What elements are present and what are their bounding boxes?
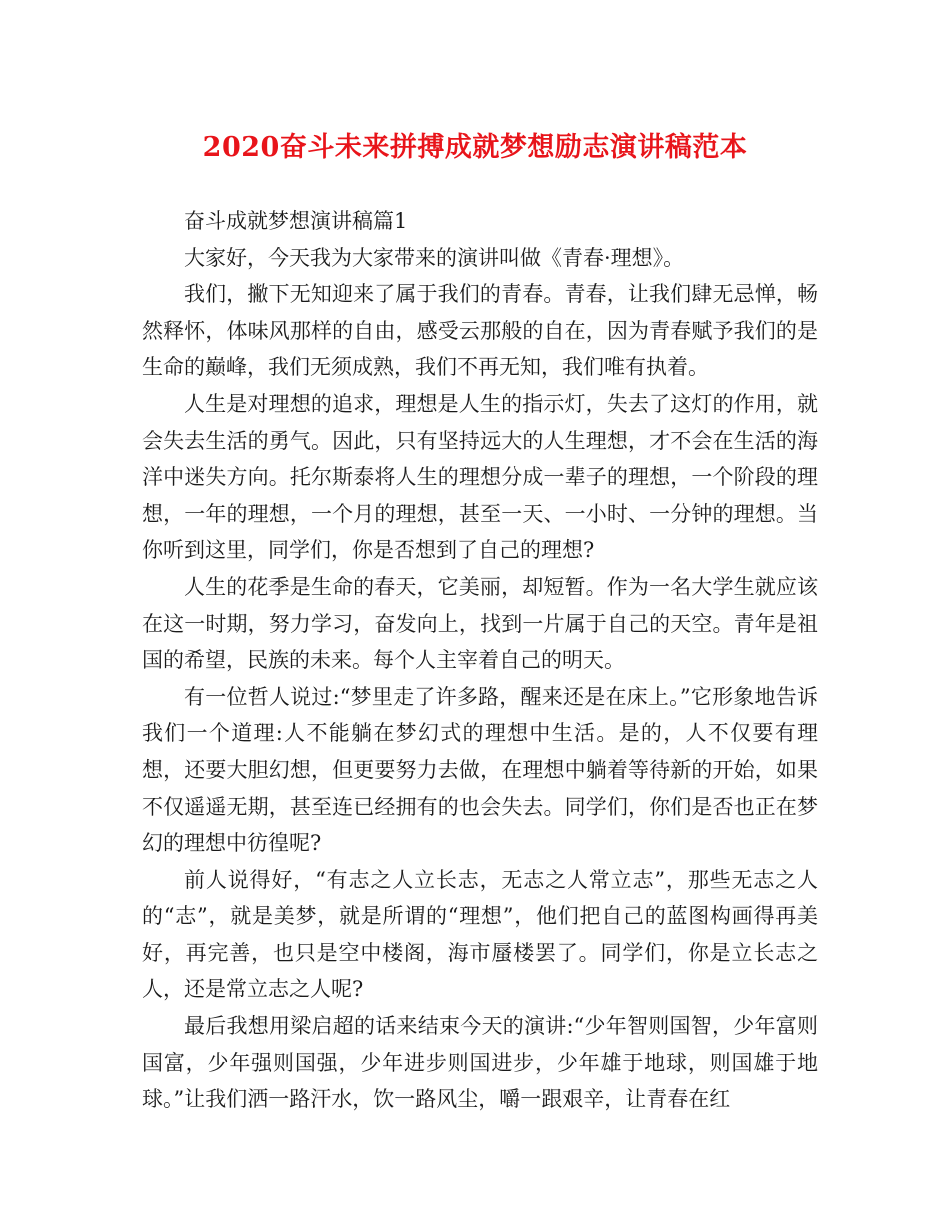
- paragraph: 人生是对理想的追求，理想是人生的指示灯，失去了这灯的作用，就会失去生活的勇气。因此，只有坚持远大的人生理想，才不会在生活的海洋中迷失方向。托尔斯泰将人生的理想分成一辈子的理想，一个阶段的理想，一年的理想，一个月的理想，甚至一天、一小时、一分钟的理想。当你听到这里，同学们，你是否想到了自己的理想?: [142, 391, 818, 563]
- document-title: 2020奋斗未来拼搏成就梦想励志演讲稿范本: [202, 132, 748, 163]
- paragraph: 有一位哲人说过:“梦里走了许多路，醒来还是在床上。”它形象地告诉我们一个道理:人不能躺在梦幻式的理想中生活。是的，人不仅要有理想，还要大胆幻想，但更要努力去做，在理想中躺着等待新的开始，如果不仅遥遥无期，甚至连已经拥有的也会失去。同学们，你们是否也正在梦幻的理想中彷徨呢?: [142, 684, 818, 856]
- document-body: [142, 203, 818, 1118]
- paragraph-heading: 奋斗成就梦想演讲稿篇1: [184, 209, 408, 233]
- paragraph: 我们，撇下无知迎来了属于我们的青春。青春，让我们肆无忌惮，畅然释怀，体味风那样的自由，感受云那般的自在，因为青春赋予我们的是生命的巅峰，我们无须成熟，我们不再无知，我们唯有执着。: [142, 282, 818, 380]
- paragraph: 大家好，今天我为大家带来的演讲叫做《青春·理想》。: [184, 245, 685, 270]
- paragraph: 前人说得好，“有志之人立长志，无志之人常立志”，那些无志之人的“志”，就是美梦，就是所谓的“理想”，他们把自己的蓝图构画得再美好，再完善，也只是空中楼阁，海市蜃楼罢了。同学们，你是立长志之人，还是常立志之人呢?: [142, 867, 818, 1002]
- paragraph: 最后我想用梁启超的话来结束今天的演讲:“少年智则国智，少年富则国富，少年强则国强，少年进步则国进步，少年雄于地球，则国雄于地球。”让我们洒一路汗水，饮一路风尘，嚼一跟艰辛，让青春在红: [142, 1014, 818, 1112]
- paragraph: 人生的花季是生命的春天，它美丽，却短暂。作为一名大学生就应该在这一时期，努力学习，奋发向上，找到一片属于自己的天空。青年是祖国的希望，民族的未来。每个人主宰着自己的明天。: [142, 574, 818, 673]
